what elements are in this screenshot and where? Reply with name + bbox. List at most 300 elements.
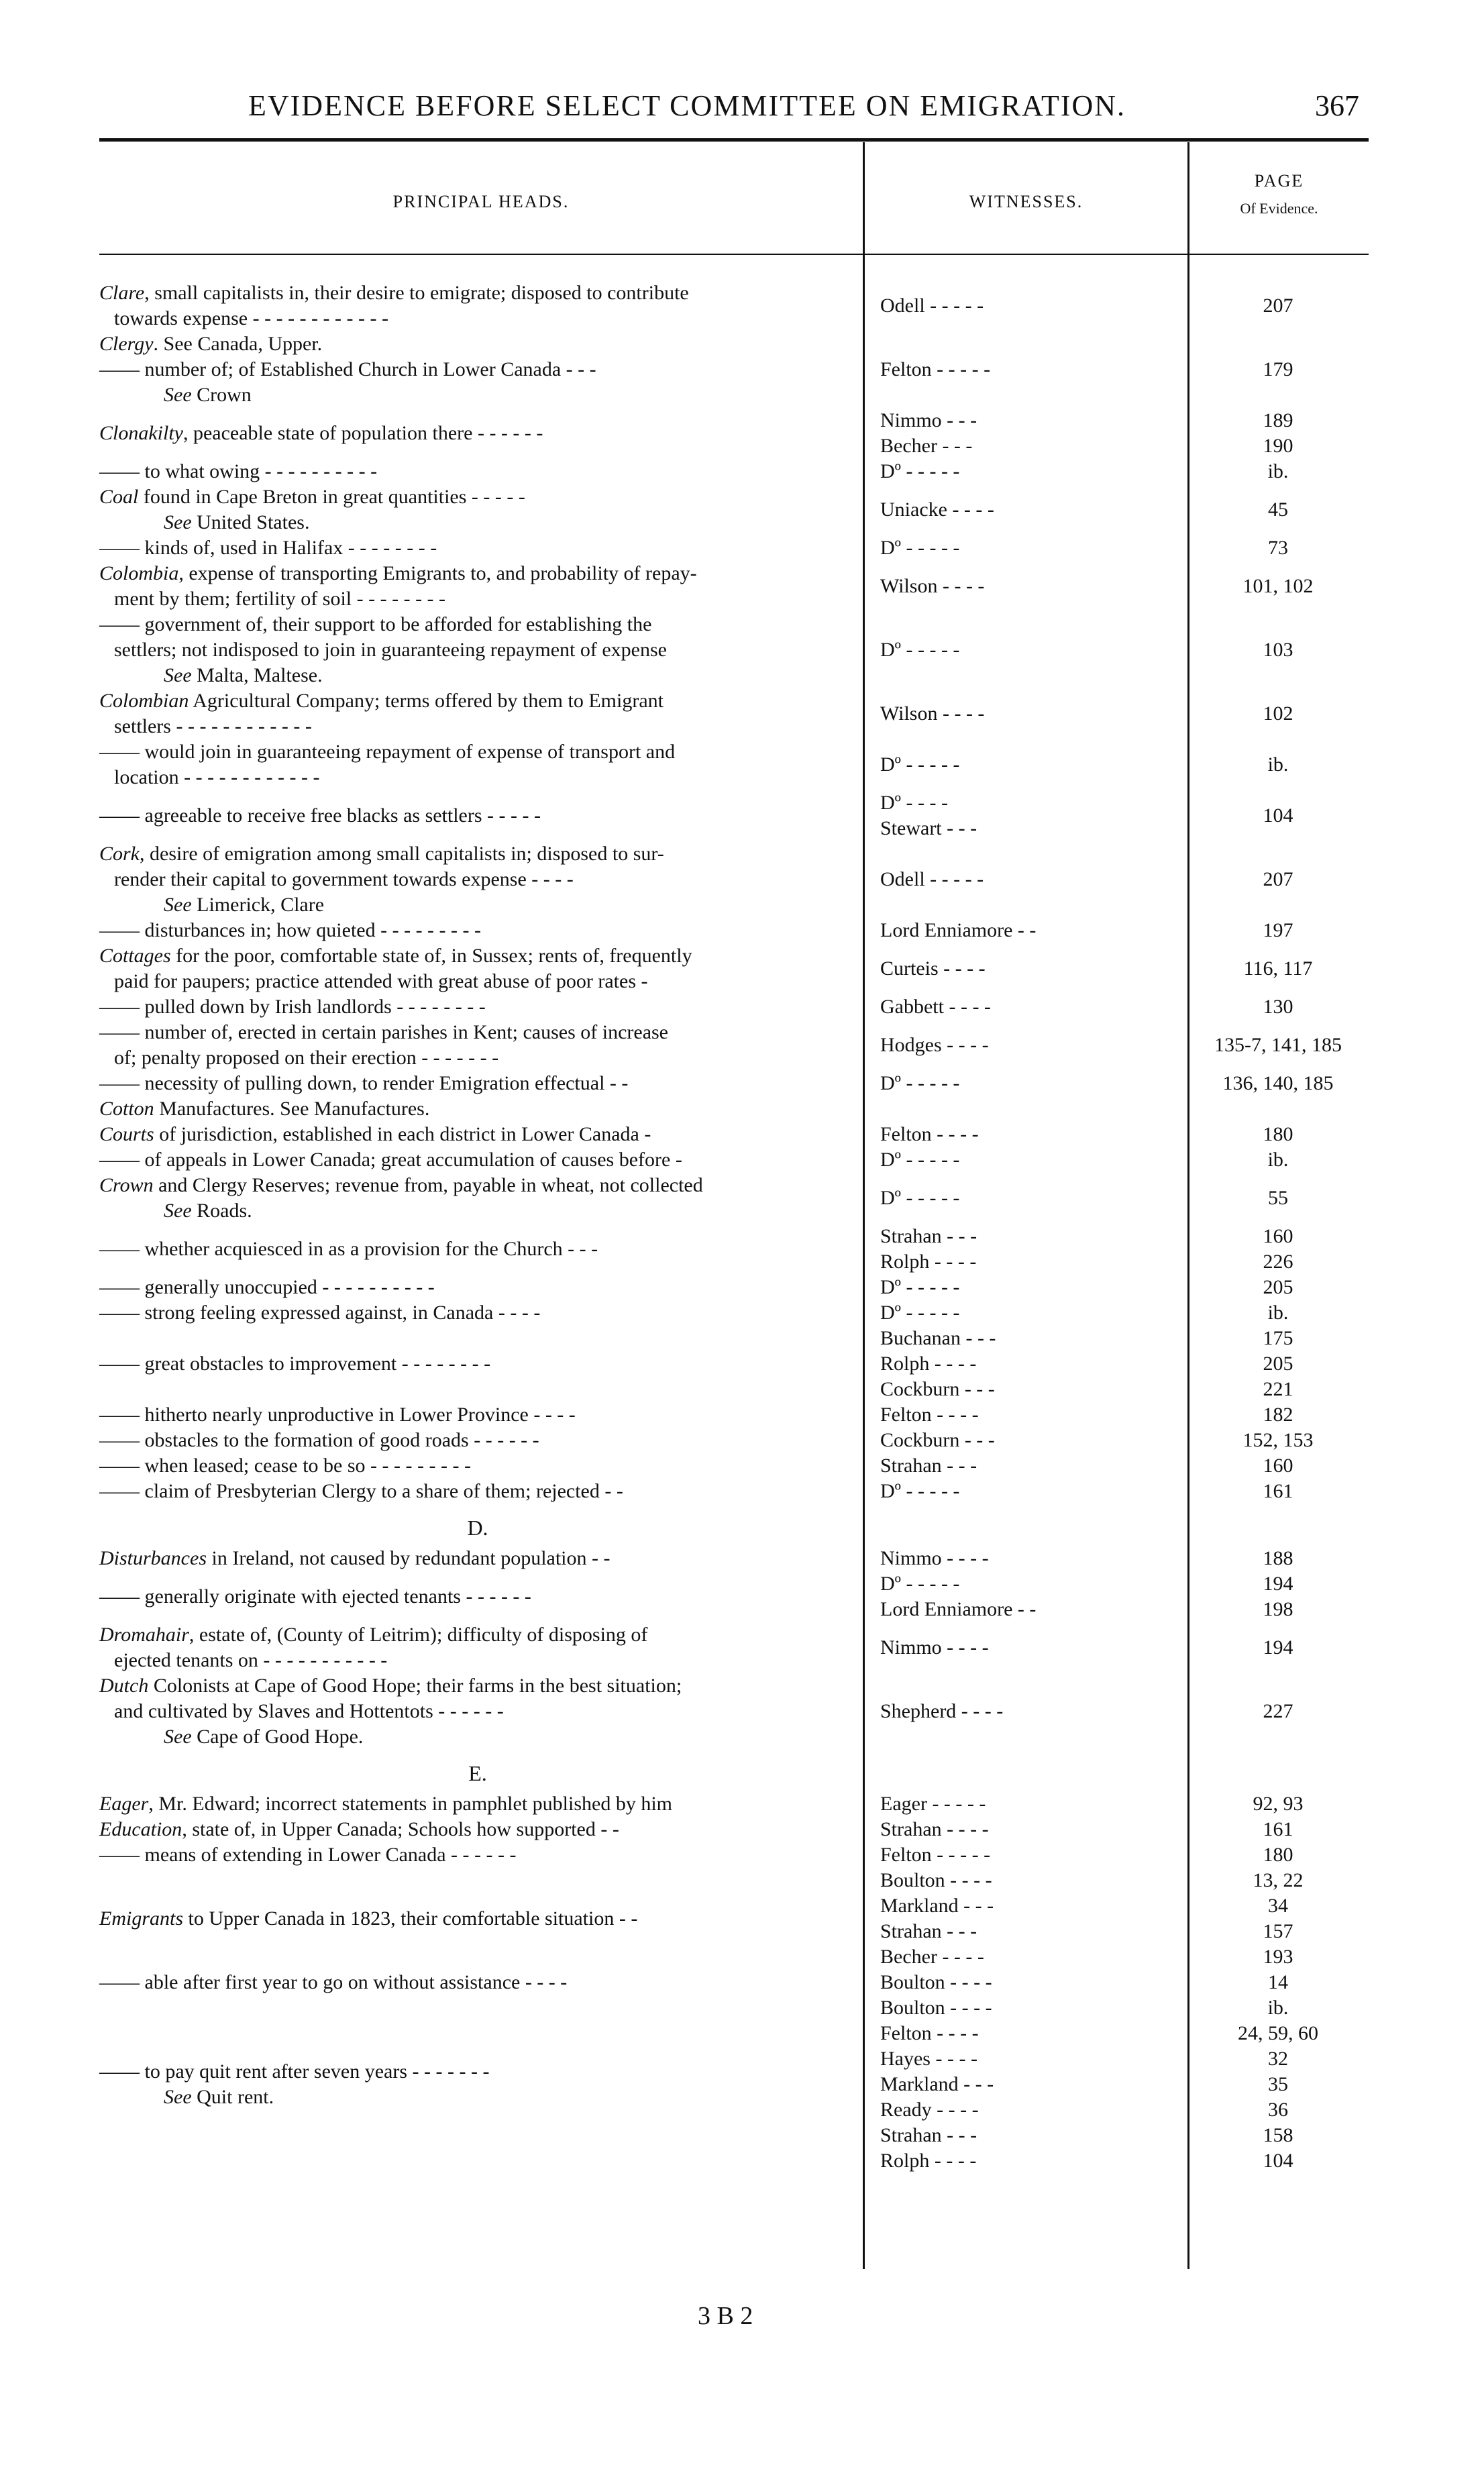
witness-cell xyxy=(863,701,1187,727)
principal-head xyxy=(99,1351,863,1377)
witness-name: Felton - - - - xyxy=(880,1404,979,1426)
witness-cell xyxy=(863,1453,1187,1479)
page-reference: 160 xyxy=(1263,1455,1293,1477)
head-line: Cork, desire of emigration among small capitalists in; disposed to sur- xyxy=(99,843,664,865)
principal-head xyxy=(99,803,863,829)
page-reference: 34 xyxy=(1268,1895,1288,1917)
page-reference: 103 xyxy=(1263,639,1293,661)
witness-name: Nimmo - - - xyxy=(880,409,977,431)
witness-name: Becher - - - xyxy=(880,435,973,457)
witness-cell xyxy=(863,1970,1187,1995)
index-row xyxy=(99,1791,1369,1817)
principal-head xyxy=(99,1402,863,1428)
witness-cell xyxy=(863,357,1187,382)
witness-name: Nimmo - - - - xyxy=(880,1547,989,1569)
head-line: See Cape of Good Hope. xyxy=(164,1726,364,1748)
head-line: towards expense - - - - - - - - - - - - xyxy=(114,307,388,329)
header-rule xyxy=(99,254,1369,255)
page-reference: 158 xyxy=(1263,2124,1293,2146)
page-ref-cell xyxy=(1187,1071,1369,1096)
principal-head xyxy=(99,1842,863,1868)
page-ref-cell xyxy=(1187,918,1369,943)
head-line: —— means of extending in Lower Canada - - - - - - xyxy=(99,1844,517,1866)
witness-name: Rolph - - - - xyxy=(880,1353,977,1375)
principal-head xyxy=(99,1791,863,1817)
witness-name: Wilson - - - - xyxy=(880,575,985,597)
witness-name: Curteis - - - - xyxy=(880,957,986,980)
page-reference: 35 xyxy=(1268,2073,1288,2095)
principal-head xyxy=(99,612,863,688)
witness-name: Dº - - - - - xyxy=(880,753,960,776)
head-line: —— of appeals in Lower Canada; great accumulation of causes before - xyxy=(99,1149,682,1171)
page-reference: 161 xyxy=(1263,1818,1293,1840)
principal-head xyxy=(99,1147,863,1173)
head-line: —— able after first year to go on without assistance - - - - xyxy=(99,1971,568,1993)
witness-cell xyxy=(863,1224,1187,1275)
page-ref-cell xyxy=(1187,1326,1369,1402)
page-ref-cell xyxy=(1187,1842,1369,1868)
witness-name: Dº - - - - - xyxy=(880,1302,960,1324)
witness-cell xyxy=(863,574,1187,599)
page-ref-cell xyxy=(1187,701,1369,727)
page-ref-cell xyxy=(1187,637,1369,663)
witness-cell xyxy=(863,637,1187,663)
witness-name: Ready - - - - xyxy=(880,2099,979,2121)
index-rows xyxy=(99,280,1369,2174)
page-reference: 14 xyxy=(1268,1971,1288,1993)
witness-name: Felton - - - - - xyxy=(880,358,991,380)
witness-name: Rolph - - - - xyxy=(880,1251,977,1273)
head-line: D. xyxy=(467,1516,488,1540)
witness-name: Dº - - - - - xyxy=(880,1480,960,1502)
page-reference: 24, 59, 60 xyxy=(1238,2022,1318,2044)
index-row xyxy=(99,280,1369,331)
head-line: Crown and Clergy Reserves; revenue from, payable in wheat, not collected xyxy=(99,1174,703,1196)
index-row xyxy=(99,739,1369,790)
principal-head xyxy=(99,1300,863,1326)
head-line: and cultivated by Slaves and Hottentots - - - - - - xyxy=(114,1700,504,1722)
page-ref-cell xyxy=(1187,574,1369,599)
witness-cell xyxy=(863,918,1187,943)
principal-head xyxy=(99,1236,863,1262)
witness-name: Dº - - - - - xyxy=(880,1276,960,1298)
page-reference: 221 xyxy=(1263,1378,1293,1400)
head-line: —— strong feeling expressed against, in Canada - - - - xyxy=(99,1302,541,1324)
principal-head xyxy=(99,1020,863,1071)
principal-head xyxy=(99,994,863,1020)
page-reference: 136, 140, 185 xyxy=(1222,1072,1334,1094)
witness-name: Dº - - - - - xyxy=(880,1573,960,1595)
head-line: settlers - - - - - - - - - - - - xyxy=(114,715,312,737)
head-line: of; penalty proposed on their erection - - - - - - - xyxy=(114,1047,499,1069)
witness-cell xyxy=(863,1699,1187,1724)
witness-name: Boulton - - - - xyxy=(880,1971,992,1993)
index-row xyxy=(99,918,1369,943)
index-row xyxy=(99,1428,1369,1453)
page-reference: 157 xyxy=(1263,1920,1293,1942)
principal-head xyxy=(99,484,863,535)
page-reference: 207 xyxy=(1263,868,1293,890)
head-line: settlers; not indisposed to join in guaranteeing repayment of expense xyxy=(114,639,667,661)
principal-head xyxy=(99,1479,863,1504)
page-reference: 175 xyxy=(1263,1327,1293,1349)
head-line: —— obstacles to the formation of good roads - - - - - - xyxy=(99,1429,539,1451)
witness-name: Dº - - - - - xyxy=(880,460,960,482)
page-reference: 160 xyxy=(1263,1225,1293,1247)
head-line: See Limerick, Clare xyxy=(164,894,325,916)
head-line: See United States. xyxy=(164,511,310,533)
witness-cell xyxy=(863,956,1187,982)
witness-cell xyxy=(863,408,1187,459)
head-line: render their capital to government towards expense - - - - xyxy=(114,868,574,890)
page-reference: 197 xyxy=(1263,919,1293,941)
head-line: Cottages for the poor, comfortable state of, in Sussex; rents of, frequently xyxy=(99,945,692,967)
witness-name: Strahan - - - - xyxy=(880,1818,989,1840)
page-ref-cell xyxy=(1187,1970,1369,1995)
witness-name: Dº - - - - - xyxy=(880,1149,960,1171)
page-ref-cell xyxy=(1187,1571,1369,1622)
witness-name: Lord Enniamore - - xyxy=(880,919,1037,941)
witness-name: Wilson - - - - xyxy=(880,702,985,725)
page-reference: 92, 93 xyxy=(1253,1793,1304,1815)
page-ref-cell xyxy=(1187,408,1369,459)
principal-head xyxy=(99,1122,863,1147)
witness-name: Shepherd - - - - xyxy=(880,1700,1004,1722)
index-row xyxy=(99,1750,1369,1791)
head-line: Disturbances in Ireland, not caused by redundant population - - xyxy=(99,1547,611,1569)
page-ref-cell xyxy=(1187,497,1369,523)
page-reference: 130 xyxy=(1263,996,1293,1018)
index-row xyxy=(99,1970,1369,1995)
head-line: Cotton Manufactures. See Manufactures. xyxy=(99,1098,430,1120)
witness-name: Hodges - - - - xyxy=(880,1034,989,1056)
page-reference: 73 xyxy=(1268,537,1288,559)
index-row xyxy=(99,1479,1369,1504)
page-reference: ib. xyxy=(1267,1302,1289,1324)
witness-cell xyxy=(863,1071,1187,1096)
index-row xyxy=(99,841,1369,918)
head-line: —— government of, their support to be afforded for establishing the xyxy=(99,613,652,635)
head-line: —— to what owing - - - - - - - - - - xyxy=(99,460,378,482)
witness-name: Felton - - - - - xyxy=(880,1844,991,1866)
running-title: EVIDENCE BEFORE SELECT COMMITTEE ON EMIGRATION. xyxy=(248,89,1126,122)
head-line: —— would join in guaranteeing repayment of expense of transport and xyxy=(99,741,676,763)
index-row xyxy=(99,1020,1369,1071)
witness-name: Boulton - - - - xyxy=(880,1869,992,1891)
principal-head xyxy=(99,1453,863,1479)
head-line: —— when leased; cease to be so - - - - - - - - - xyxy=(99,1455,471,1477)
witness-cell xyxy=(863,1791,1187,1817)
page-reference: 161 xyxy=(1263,1480,1293,1502)
witness-name: Dº - - - - - xyxy=(880,1187,960,1209)
index-row xyxy=(99,1622,1369,1673)
top-rule xyxy=(99,138,1369,142)
page-reference: 104 xyxy=(1263,2150,1293,2172)
head-line: —— agreeable to receive free blacks as settlers - - - - - xyxy=(99,804,541,827)
principal-head xyxy=(99,535,863,561)
principal-head xyxy=(99,331,863,408)
witness-name: Odell - - - - - xyxy=(880,295,984,317)
principal-head xyxy=(99,280,863,331)
page-reference: 116, 117 xyxy=(1243,957,1313,980)
head-line: See Roads. xyxy=(164,1200,252,1222)
index-row xyxy=(99,1173,1369,1224)
witness-name: Felton - - - - xyxy=(880,2022,979,2044)
principal-head xyxy=(99,1970,863,1995)
witness-name: Buchanan - - - xyxy=(880,1327,996,1349)
page-reference: 45 xyxy=(1268,498,1288,521)
principal-head xyxy=(99,421,863,446)
page-reference: 205 xyxy=(1263,1276,1293,1298)
head-line: —— generally unoccupied - - - - - - - - - - xyxy=(99,1276,435,1298)
principal-head xyxy=(99,459,863,484)
page-reference: 13, 22 xyxy=(1253,1869,1304,1891)
head-line: ejected tenants on - - - - - - - - - - - xyxy=(114,1649,388,1671)
head-line: Courts of jurisdiction, established in each district in Lower Canada - xyxy=(99,1123,651,1145)
index-row xyxy=(99,1673,1369,1750)
index-row xyxy=(99,1096,1369,1122)
column-header-page xyxy=(1189,168,1369,222)
index-row xyxy=(99,688,1369,739)
page-reference: 207 xyxy=(1263,295,1293,317)
page-reference: 104 xyxy=(1263,804,1293,827)
witness-cell xyxy=(863,867,1187,892)
page-ref-cell xyxy=(1187,535,1369,561)
page-ref-cell xyxy=(1187,1546,1369,1571)
witness-name: Strahan - - - xyxy=(880,1225,977,1247)
page-ref-cell xyxy=(1187,1122,1369,1147)
principal-head xyxy=(99,2059,863,2110)
page-reference: 193 xyxy=(1263,1946,1293,1968)
signature-mark: 3 B 2 xyxy=(698,2302,753,2330)
page-ref-cell xyxy=(1187,1817,1369,1842)
head-line: —— number of; of Established Church in Lower Canada - - - xyxy=(99,358,596,380)
head-line: —— great obstacles to improvement - - - - - - - - xyxy=(99,1353,491,1375)
principal-head xyxy=(99,688,863,739)
page-reference: 102 xyxy=(1263,702,1293,725)
principal-head xyxy=(99,918,863,943)
head-line: Coal found in Cape Breton in great quantities - - - - - xyxy=(99,486,525,508)
index-row xyxy=(99,535,1369,561)
page-ref-cell xyxy=(1187,867,1369,892)
principal-head xyxy=(99,1096,863,1122)
head-line: paid for paupers; practice attended with great abuse of poor rates - xyxy=(114,970,648,992)
page-ref-cell xyxy=(1187,1224,1369,1275)
witness-cell xyxy=(863,1995,1187,2174)
principal-head xyxy=(99,943,863,994)
page-number: 367 xyxy=(1315,89,1359,122)
witness-cell xyxy=(863,752,1187,778)
page-ref-cell xyxy=(1187,1186,1369,1211)
witness-cell xyxy=(863,1402,1187,1428)
witness-name: Dº - - - - - xyxy=(880,1072,960,1094)
page-reference: 198 xyxy=(1263,1598,1293,1620)
head-line: —— whether acquiesced in as a provision for the Church - - - xyxy=(99,1238,598,1260)
head-line: location - - - - - - - - - - - - xyxy=(114,766,320,788)
witness-name: Uniacke - - - - xyxy=(880,498,994,521)
head-line: —— disturbances in; how quieted - - - - - - - - - xyxy=(99,919,482,941)
index-row xyxy=(99,1571,1369,1622)
column-header-page-sub: Of Evidence. xyxy=(1240,200,1318,217)
witness-name: Cockburn - - - xyxy=(880,1378,995,1400)
page-reference: 180 xyxy=(1263,1123,1293,1145)
page-ref-cell xyxy=(1187,994,1369,1020)
witness-cell xyxy=(863,1033,1187,1058)
head-line: E. xyxy=(468,1761,487,1785)
page-reference: 179 xyxy=(1263,358,1293,380)
head-line: Colombia, expense of transporting Emigrants to, and probability of repay- xyxy=(99,562,697,584)
index-row xyxy=(99,408,1369,459)
head-line: Clergy. See Canada, Upper. xyxy=(99,333,323,355)
page-reference: 226 xyxy=(1263,1251,1293,1273)
index-row xyxy=(99,943,1369,994)
head-line: Dutch Colonists at Cape of Good Hope; their farms in the best situation; xyxy=(99,1675,682,1697)
page-reference: 101, 102 xyxy=(1242,575,1314,597)
principal-head xyxy=(99,1428,863,1453)
head-line: —— generally originate with ejected tenants - - - - - - xyxy=(99,1585,531,1608)
principal-head xyxy=(99,1750,863,1791)
index-row xyxy=(99,994,1369,1020)
page-ref-cell xyxy=(1187,459,1369,484)
witness-cell xyxy=(863,535,1187,561)
witness-cell xyxy=(863,1300,1187,1326)
page-reference: 190 xyxy=(1263,435,1293,457)
page-reference: ib. xyxy=(1267,1149,1289,1171)
head-line: Eager, Mr. Edward; incorrect statements in pamphlet published by him xyxy=(99,1793,673,1815)
witness-name: Odell - - - - - xyxy=(880,868,984,890)
witness-name: Lord Enniamore - - xyxy=(880,1598,1037,1620)
principal-head xyxy=(99,1275,863,1300)
page-reference: 188 xyxy=(1263,1547,1293,1569)
witness-cell xyxy=(863,994,1187,1020)
column-header-witnesses: WITNESSES. xyxy=(969,192,1083,211)
index-row xyxy=(99,561,1369,612)
witness-cell xyxy=(863,293,1187,319)
page-ref-cell xyxy=(1187,1635,1369,1661)
page-reference: 227 xyxy=(1263,1700,1293,1722)
witness-name: Felton - - - - xyxy=(880,1123,979,1145)
page-ref-cell xyxy=(1187,1147,1369,1173)
index-row xyxy=(99,790,1369,841)
page-ref-cell xyxy=(1187,1033,1369,1058)
witness-name: Eager - - - - - xyxy=(880,1793,986,1815)
head-line: Clare, small capitalists in, their desire to emigrate; disposed to contribute xyxy=(99,282,689,304)
head-line: —— pulled down by Irish landlords - - - - - - - - xyxy=(99,996,486,1018)
witness-cell xyxy=(863,1122,1187,1147)
witness-name: Dº - - - - - xyxy=(880,639,960,661)
witness-name: Markland - - - xyxy=(880,2073,994,2095)
head-line: Education, state of, in Upper Canada; Schools how supported - - xyxy=(99,1818,619,1840)
witness-name: Hayes - - - - xyxy=(880,2048,977,2070)
index-table xyxy=(99,138,1369,2285)
page-ref-cell xyxy=(1187,1275,1369,1300)
head-line: Emigrants to Upper Canada in 1823, their comfortable situation - - xyxy=(99,1907,638,1930)
witness-cell xyxy=(863,497,1187,523)
index-row xyxy=(99,1546,1369,1571)
index-row xyxy=(99,1071,1369,1096)
witness-cell xyxy=(863,459,1187,484)
principal-head xyxy=(99,1673,863,1750)
principal-head xyxy=(99,1584,863,1610)
principal-head xyxy=(99,561,863,612)
head-line: See Malta, Maltese. xyxy=(164,664,323,686)
witness-cell xyxy=(863,790,1187,841)
witness-cell xyxy=(863,1326,1187,1402)
witness-name: Gabbett - - - - xyxy=(880,996,991,1018)
index-row xyxy=(99,1842,1369,1868)
witness-cell xyxy=(863,1147,1187,1173)
witness-name: Becher - - - - xyxy=(880,1946,984,1968)
principal-head xyxy=(99,1906,863,1932)
witness-cell xyxy=(863,1868,1187,1970)
page-reference: 55 xyxy=(1268,1187,1288,1209)
index-row xyxy=(99,1300,1369,1326)
page-ref-cell xyxy=(1187,803,1369,829)
principal-head xyxy=(99,1622,863,1673)
page-reference: ib. xyxy=(1267,753,1289,776)
witness-name: Strahan - - - xyxy=(880,1455,977,1477)
page-reference: 32 xyxy=(1268,2048,1288,2070)
witness-cell xyxy=(863,1186,1187,1211)
index-row xyxy=(99,1326,1369,1402)
principal-head xyxy=(99,1817,863,1842)
page-reference: 194 xyxy=(1263,1636,1293,1659)
head-line: —— necessity of pulling down, to render Emigration effectual - - xyxy=(99,1072,629,1094)
head-line: Dromahair, estate of, (County of Leitrim); difficulty of disposing of xyxy=(99,1624,648,1646)
page-reference: 194 xyxy=(1263,1573,1293,1595)
page-ref-cell xyxy=(1187,293,1369,319)
witness-cell xyxy=(863,1817,1187,1842)
page-ref-cell xyxy=(1187,1479,1369,1504)
page-ref-cell xyxy=(1187,1699,1369,1724)
page-ref-cell xyxy=(1187,1868,1369,1970)
witness-name: Strahan - - - xyxy=(880,2124,977,2146)
witness-name: Dº - - - - - xyxy=(880,537,960,559)
head-line: ment by them; fertility of soil - - - - - - - - xyxy=(114,588,446,610)
index-row xyxy=(99,1122,1369,1147)
page-ref-cell xyxy=(1187,357,1369,382)
principal-head xyxy=(99,1173,863,1224)
index-row xyxy=(99,1453,1369,1479)
page-reference: ib. xyxy=(1267,460,1289,482)
witness-cell xyxy=(863,1275,1187,1300)
index-row xyxy=(99,484,1369,535)
witness-cell xyxy=(863,1428,1187,1453)
page-reference: 189 xyxy=(1263,409,1293,431)
witness-name: Cockburn - - - xyxy=(880,1429,995,1451)
witness-cell xyxy=(863,1479,1187,1504)
index-row xyxy=(99,1995,1369,2174)
witness-cell xyxy=(863,1546,1187,1571)
index-row xyxy=(99,459,1369,484)
head-line: —— to pay quit rent after seven years - - - - - - - xyxy=(99,2060,490,2083)
column-header-principal-heads: PRINCIPAL HEADS. xyxy=(392,192,570,211)
witness-cell xyxy=(863,1571,1187,1622)
index-row xyxy=(99,1224,1369,1275)
index-row xyxy=(99,1147,1369,1173)
head-line: —— kinds of, used in Halifax - - - - - - - - xyxy=(99,537,437,559)
index-row xyxy=(99,331,1369,408)
head-line: —— hitherto nearly unproductive in Lower Province - - - - xyxy=(99,1404,576,1426)
page-ref-cell xyxy=(1187,1791,1369,1817)
page-ref-cell xyxy=(1187,1428,1369,1453)
page-ref-cell xyxy=(1187,956,1369,982)
witness-name: Markland - - - xyxy=(880,1895,994,1917)
principal-head xyxy=(99,1504,863,1546)
head-line: Clonakilty, peaceable state of population there - - - - - - xyxy=(99,422,543,444)
page-reference: 182 xyxy=(1263,1404,1293,1426)
principal-head xyxy=(99,739,863,790)
